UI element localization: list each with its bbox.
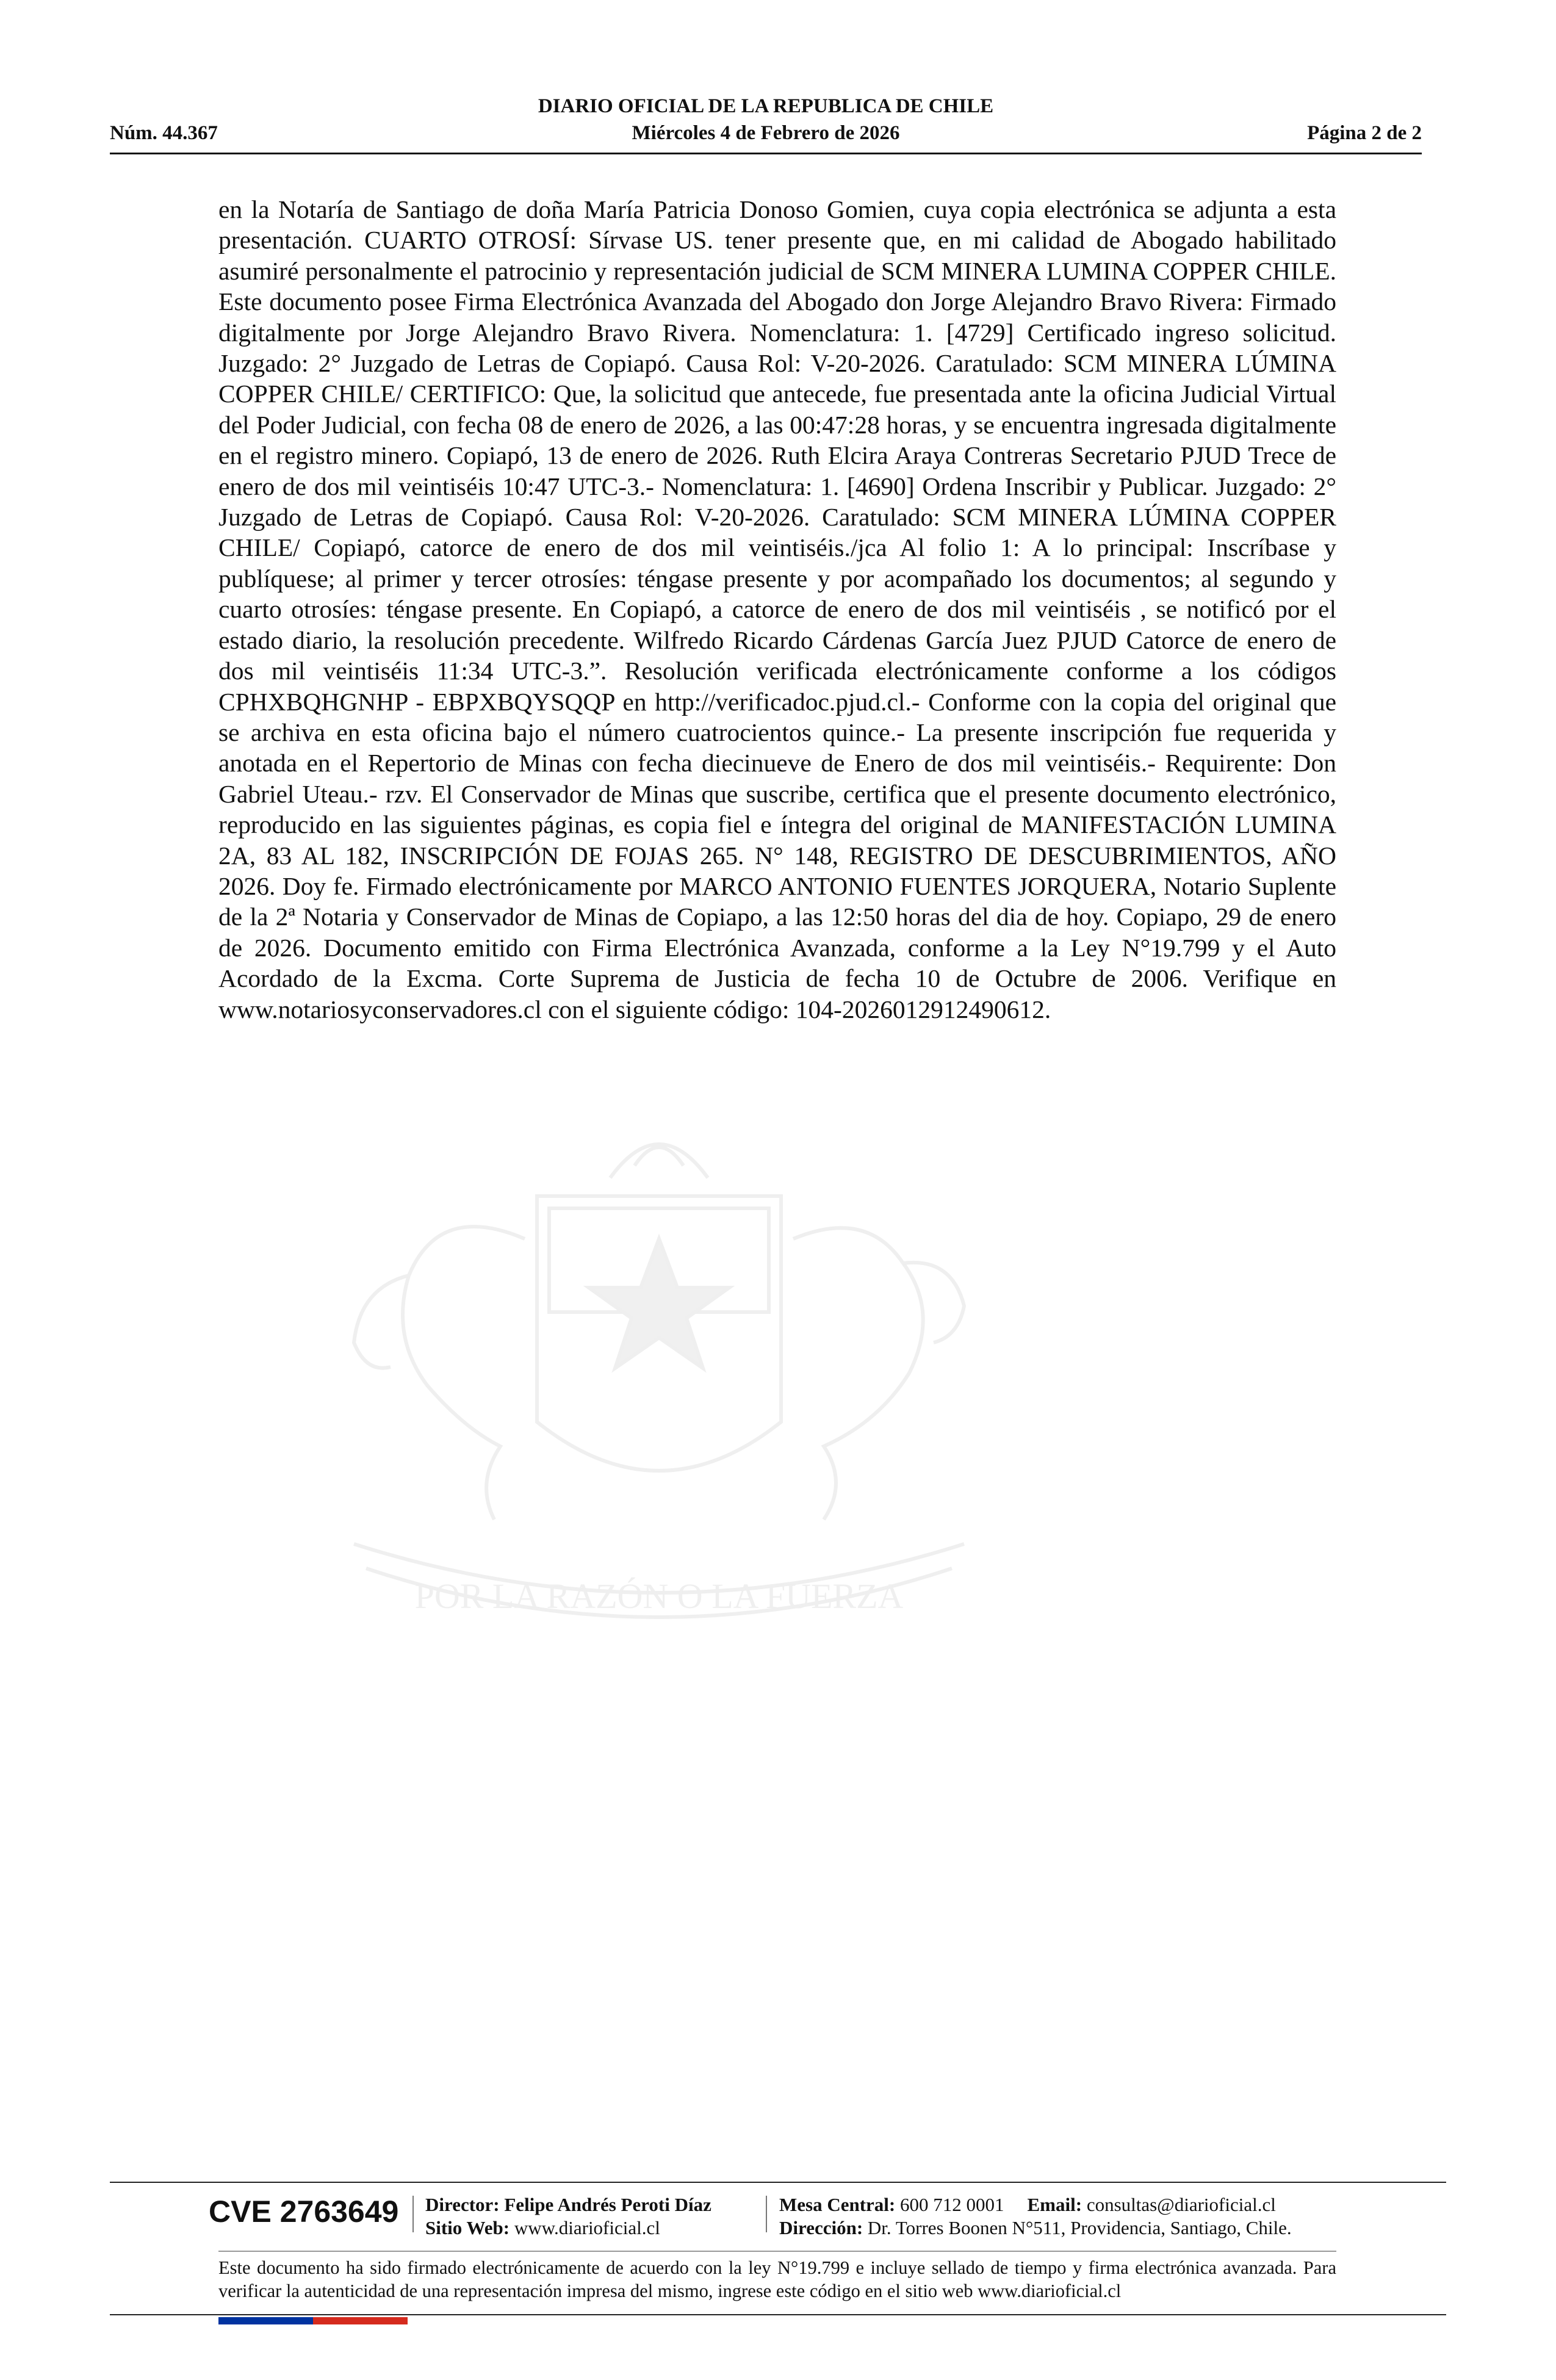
page-header xyxy=(110,93,1422,154)
footer-top-divider xyxy=(110,2182,1446,2183)
flag-red-segment xyxy=(313,2317,408,2324)
flag-color-bar xyxy=(218,2317,408,2324)
page-number: Página 2 de 2 xyxy=(1307,122,1422,144)
footer-separator xyxy=(766,2196,767,2232)
mesa-phone: 600 712 0001 xyxy=(900,2194,1004,2215)
address-value: Dr. Torres Boonen N°511, Providencia, Santiago, Chile. xyxy=(867,2217,1292,2238)
flag-blue-segment xyxy=(218,2317,313,2324)
motto-text: POR LA RAZÓN O LA FUERZA xyxy=(414,1576,904,1616)
footer-separator xyxy=(412,2196,414,2232)
footer-director-block xyxy=(425,2193,711,2240)
issue-number: Núm. 44.367 xyxy=(110,122,218,144)
director-label: Director: xyxy=(425,2194,500,2215)
address-label: Dirección: xyxy=(779,2217,863,2238)
coat-of-arms-watermark xyxy=(207,1056,1111,1690)
footer-contact-block xyxy=(779,2193,1292,2240)
document-body: en la Notaría de Santiago de doña María Patricia Donoso Gomien, cuya copia electrónica se adjunta a esta presentación. CUARTO OTROSÍ: Sírvase US. tener presente que, en mi calidad de Abogado habilitado asumiré personalmente el patrocinio y representación judicial de SCM MINERA LUMINA COPPER CHILE. Este documento posee Firma Electrónica Avanzada del Abogado don Jorge Alejandro Bravo Rivera: Firmado digitalmente por Jorge Alejandro Bravo Rivera. Nomenclatura: 1. [4729] Certificado ingreso solicitud. Juzgado: 2° Juzgado de Letras de Copiapó. Causa Rol: V-20-2026. Caratulado: SCM MINERA LÚMINA COPPER CHILE/ CERTIFICO: Que, la solicitud que antecede, fue presentada ante la oficina Judicial Virtual del Poder Judicial, con fecha 08 de enero de 2026, a las 00:47:28 horas, y se encuentra ingresada digitalmente en el registro minero. Copiapó, 13 de enero de 2026. Ruth Elcira Araya Contreras Secretario PJUD Trece de enero de dos mil veintiséis 10:47 UTC-3.- Nomenclatura: 1. [4690] Ordena Inscribir y Publicar. Juzgado: 2° Juzgado de Letras de Copiapó. Causa Rol: V-20-2026. Caratulado: SCM MINERA LÚMINA COPPER CHILE/ Copiapó, catorce de enero de dos mil veintiséis./jca Al folio 1: A lo principal: Inscríbase y publíquese; al primer y tercer otrosíes: téngase presente y por acompañado los documentos; al segundo y cuarto otrosíes: téngase presente. En Copiapó, a catorce de enero de dos mil veintiséis , se notificó por el estado diario, la resolución precedente. Wilfredo Ricardo Cárdenas García Juez PJUD Catorce de enero de dos mil veintiséis 11:34 UTC-3.”. Resolución verificada electrónicamente conforme a los códigos CPHXBQHGNHP - EBPXBQYSQQP en http://verificadoc.pjud.cl.- Conforme con la copia del original que se archiva en esta oficina bajo el número cuatrocientos quince.- La presente inscripción fue requerida y anotada en el Repertorio de Minas con fecha diecinueve de Enero de dos mil veintiséis.- Requirente: Don Gabriel Uteau.- rzv. El Conservador de Minas que suscribe, certifica que el presente documento electrónico, reproducido en las siguientes páginas, es copia fiel e íntegra del original de MANIFESTACIÓN LUMINA 2A, 83 AL 182, INSCRIPCIÓN DE FOJAS 265. N° 148, REGISTRO DE DESCUBRIMIENTOS, AÑO 2026. Doy fe. Firmado electrónicamente por MARCO ANTONIO FUENTES JORQUERA, Notario Suplente de la 2ª Notaria y Conservador de Minas de Copiapo, a las 12:50 horas del dia de hoy. Copiapo, 29 de enero de 2026. Documento emitido con Firma Electrónica Avanzada, conforme a la Ley N°19.799 y el Auto Acordado de la Excma. Corte Suprema de Justicia de fecha 10 de Octubre de 2006. Verifique en www.notariosyconservadores.cl con el siguiente código: 104-2026012912490612. xyxy=(218,195,1336,1023)
footer-bottom-divider xyxy=(110,2314,1446,2315)
director-name: Felipe Andrés Peroti Díaz xyxy=(504,2194,711,2215)
site-label: Sitio Web: xyxy=(425,2217,510,2238)
footer-signature-note: Este documento ha sido firmado electrónicamente de acuerdo con la ley N°19.799 e incluye sellado de tiempo y firma electrónica avanzada. Para verificar la autenticidad de una representación impresa del mismo, ingrese este código en el sitio web www.diarioficial.cl xyxy=(218,2257,1336,2301)
email-address: consultas@diarioficial.cl xyxy=(1086,2194,1276,2215)
footer-mid-divider xyxy=(218,2251,1336,2252)
mesa-label: Mesa Central: xyxy=(779,2194,896,2215)
email-label: Email: xyxy=(1027,2194,1082,2215)
newspaper-title: DIARIO OFICIAL DE LA REPUBLICA DE CHILE xyxy=(538,95,994,117)
cve-code: CVE 2763649 xyxy=(209,2194,399,2229)
site-url: www.diarioficial.cl xyxy=(514,2217,660,2238)
issue-date: Miércoles 4 de Febrero de 2026 xyxy=(632,122,900,144)
header-divider xyxy=(110,153,1422,154)
